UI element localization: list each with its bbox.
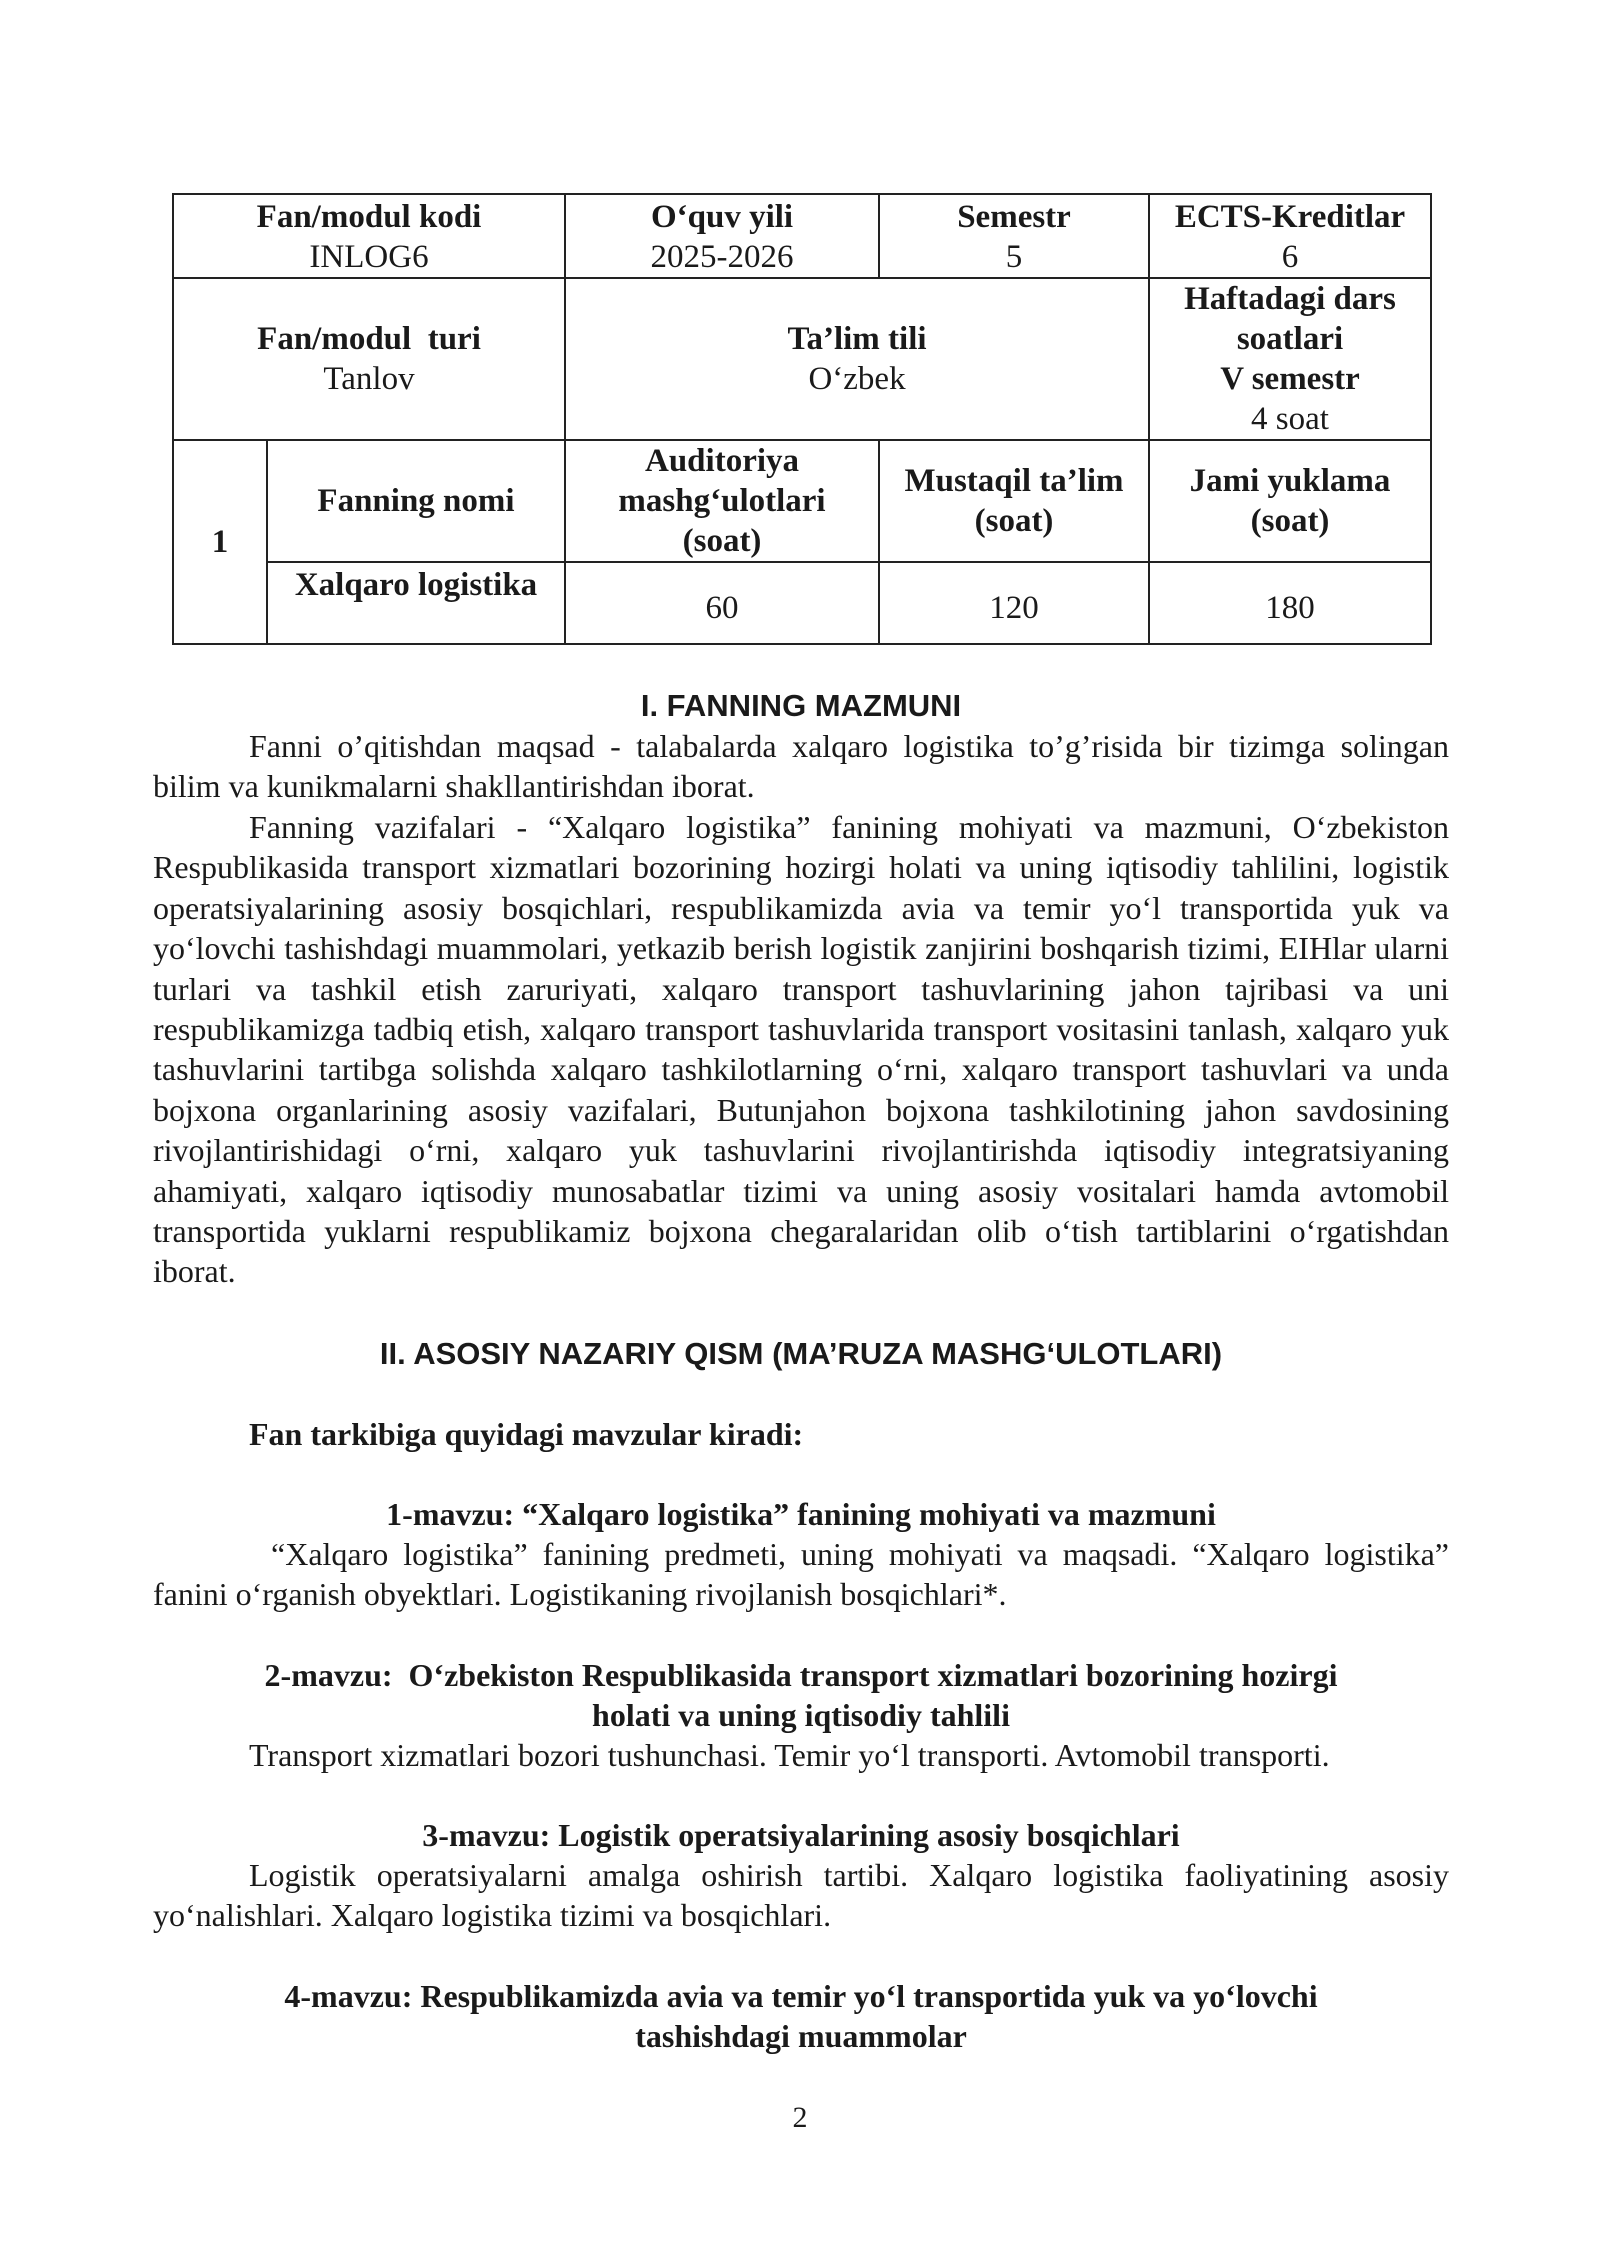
ects-cell [1149, 194, 1431, 278]
total-load-header [1149, 440, 1431, 562]
total-load-value: 180 [1149, 562, 1431, 644]
course-code-label: Fan/modul kodi [256, 199, 482, 235]
table-row [173, 194, 1431, 278]
language-label: Ta’lim tili [787, 321, 927, 357]
topic-2-title-line: 2-mavzu: O‘zbekiston Respublikasida transport xizmatlari bozorining hozirgi [264, 1657, 1338, 1693]
table-row [173, 278, 1431, 440]
semester-label: Semestr [957, 199, 1071, 235]
section-1-tasks-paragraph: Fanning vazifalari - “Xalqaro logistika” fanining mohiyati va mazmuni, O‘zbekiston Respublikasida transport xizmatlari bozorining hozirgi holati va uning iqtisodiy tahlilini, logistik operatsiyalarining asosiy bosqichlari, respublikamizda avia va temir yo‘l transportida yuk va yo‘lovchi tashishdagi muammolari, yetkazib berish logistik zanjirini boshqarish tizimi, EIHlar ularni turlari va tashkil etish zaruriyati, xalqaro transport tashuvlarining jahon tajribasi va uni respublikamizga tadbiq etish, xalqaro transport tashuvlarida transport vositasini tanlash, xalqaro yuk tashuvlarini tartibga solishda xalqaro tashkilotlarning o‘rni, xalqaro transport tashuvlari va unda bojxona organlarining asosiy vazifalari, Butunjahon bojxona tashkilotining jahon savdosining rivojlantirishidagi o‘rni, xalqaro yuk tashuvlarini rivojlantirishda iqtisodiy integratsiyaning ahamiyati, xalqaro iqtisodiy munosabatlar tizimi va uning asosiy vositalari hamda avtomobil transportida yuklarni respublikamiz bojxona chegaralaridan olib o‘tish tartiblarini o‘rgatishdan iborat. [153, 809, 1449, 1290]
page-number: 2 [792, 2101, 808, 2134]
total-load-unit: (soat) [1250, 503, 1330, 539]
total-load-label: Jami yuklama [1189, 463, 1391, 499]
topic-4-title-line: 4-mavzu: Respublikamizda avia va temir yo‘l transportida yuk va yo‘lovchi [284, 1978, 1318, 2014]
course-number-cell: 1 [173, 440, 267, 644]
module-type-cell [173, 278, 565, 440]
self-study-label: Mustaqil ta’lim [904, 463, 1124, 499]
auditory-hours-value: 60 [565, 562, 879, 644]
topic-3-title: 3-mavzu: Logistik operatsiyalarining asosiy bosqichlari [422, 1817, 1180, 1853]
weekly-hours-label: Haftadagi dars [1184, 281, 1396, 317]
topic-1-body: “Xalqaro logistika” fanining predmeti, uning mohiyati va maqsadi. “Xalqaro logistika” fanini o‘rganish obyektlari. Logistikaning rivojlanish bosqichlari*. [153, 1536, 1449, 1613]
module-type-label: Fan/modul turi [257, 321, 481, 357]
semester-cell [879, 194, 1149, 278]
topic-4-title [153, 1976, 1449, 2056]
ects-label: ECTS-Kreditlar [1174, 199, 1406, 235]
auditory-hours-unit: (soat) [682, 523, 762, 559]
weekly-hours-label: soatlari [1236, 321, 1344, 357]
weekly-hours-semester-label: V semestr [1220, 361, 1360, 397]
weekly-hours-cell [1149, 278, 1431, 440]
self-study-header [879, 440, 1149, 562]
table-row [173, 440, 1431, 562]
course-code-cell [173, 194, 565, 278]
module-type-value: Tanlov [323, 361, 415, 397]
weekly-hours-value: 4 soat [1251, 401, 1329, 437]
course-name-value: Xalqaro logistika [267, 562, 565, 644]
topic-1-title: 1-mavzu: “Xalqaro logistika” fanining mohiyati va mazmuni [386, 1496, 1216, 1532]
academic-year-value: 2025-2026 [650, 239, 794, 275]
course-name-label: Fanning nomi [267, 440, 565, 562]
language-value: O‘zbek [808, 361, 906, 397]
topic-3-body: Logistik operatsiyalarni amalga oshirish tartibi. Xalqaro logistika faoliyatining asosiy yo‘nalishlari. Xalqaro logistika tizimi va bosqichlari. [153, 1857, 1449, 1934]
course-code-value: INLOG6 [309, 239, 429, 275]
academic-year-cell [565, 194, 879, 278]
auditory-hours-label: mashg‘ulotlari [618, 483, 826, 519]
ects-value: 6 [1281, 239, 1299, 275]
topic-2-title-line: holati va uning iqtisodiy tahlili [592, 1697, 1010, 1733]
semester-value: 5 [1005, 239, 1023, 275]
academic-year-label: O‘quv yili [650, 199, 794, 235]
topics-intro: Fan tarkibiga quyidagi mavzular kiradi: [249, 1416, 804, 1452]
auditory-hours-header [565, 440, 879, 562]
topic-2-title [153, 1655, 1449, 1735]
self-study-value: 120 [879, 562, 1149, 644]
auditory-hours-label: Auditoriya [645, 443, 800, 479]
topic-2-body: Transport xizmatlari bozori tushunchasi. Temir yo‘l transporti. Avtomobil transporti. [249, 1737, 1330, 1773]
section-2-title: II. ASOSIY NAZARIY QISM (MA’RUZA MASHG‘ULOTLARI) [379, 1336, 1223, 1371]
section-1-title: I. FANNING MAZMUNI [640, 688, 962, 723]
table-row [173, 562, 1431, 644]
section-1-goal-paragraph: Fanni o’qitishdan maqsad - talabalarda xalqaro logistika to’g’risida bir tizimga solingan bilim va kunikmalarni shakllantirishdan iborat. [153, 728, 1449, 805]
language-cell [565, 278, 1149, 440]
course-info-table [172, 193, 1432, 645]
self-study-unit: (soat) [974, 503, 1054, 539]
topic-4-title-line: tashishdagi muammolar [635, 2018, 967, 2054]
